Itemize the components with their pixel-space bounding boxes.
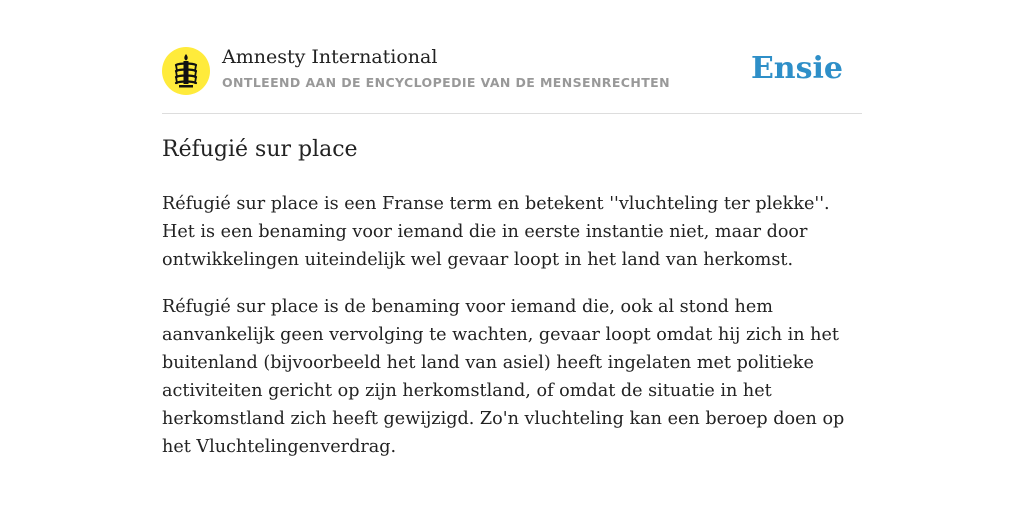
ensie-logo-link[interactable]: Ensie — [750, 51, 843, 86]
article-paragraph-1: Réfugié sur place is een Franse term en betekent ''vluchteling ter plekke''. Het is een benaming voor iemand die in eerste instantie niet, maar door ontwikkelingen uiteindelijk wel gevaar loopt in het land van herkomst. — [162, 194, 830, 270]
header — [162, 0, 862, 114]
page-container — [162, 0, 862, 457]
source-subtitle: ONTLEEND AAN DE ENCYCLOPEDIE VAN DE MENSENRECHTEN — [222, 75, 670, 90]
amnesty-candle-icon[interactable] — [162, 47, 210, 95]
article-paragraph-2: Réfugié sur place is de benaming voor iemand die, ook al stond hem aanvankelijk geen vervolging te wachten, gevaar loopt omdat hij zich in het buitenland (bijvoorbeeld het land van asiel) heeft ingelaten met politieke activiteiten gericht op zijn herkomstland, of omdat de situatie in het herkomstland zich heeft gewijzigd. Zo'n vluchteling kan een beroep doen op het Vluchtelingenverdrag. — [162, 297, 845, 457]
page-title: Réfugié sur place — [162, 137, 358, 162]
org-name[interactable]: Amnesty International — [222, 46, 438, 68]
